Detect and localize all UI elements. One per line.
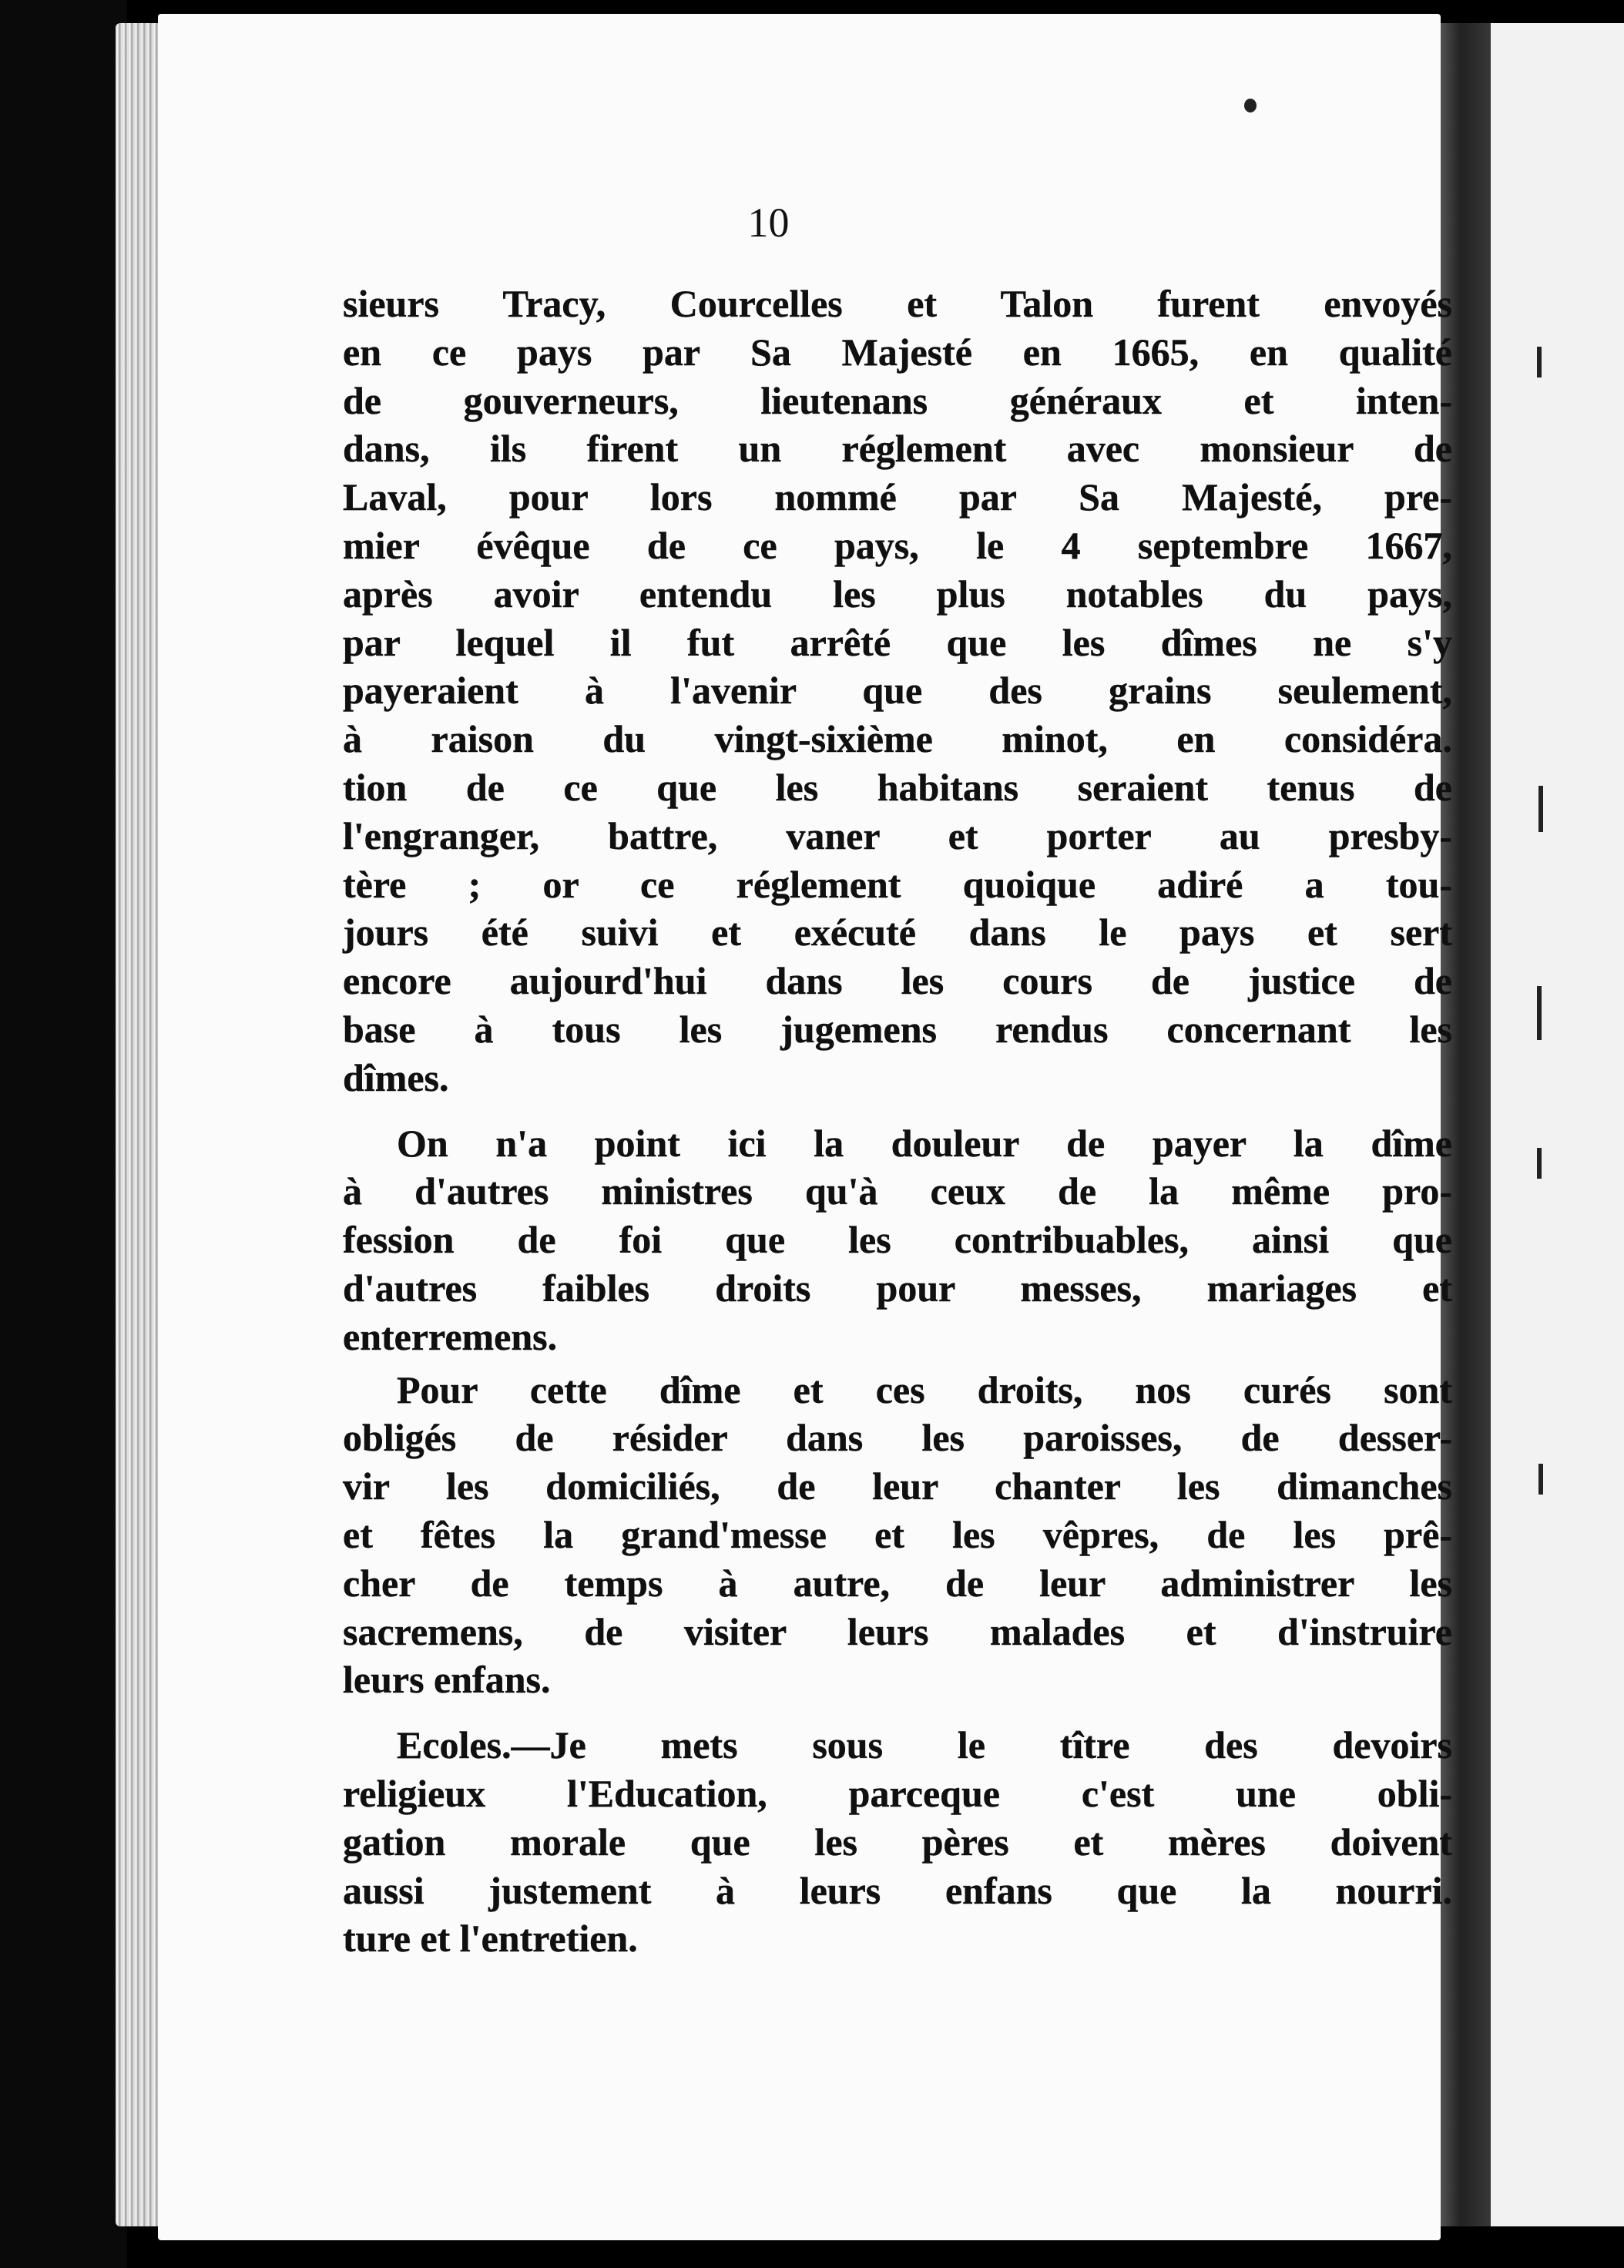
text-line: dans, ils firent un réglement avec monsieur de <box>343 427 1452 471</box>
text-line: de gouverneurs, lieutenans généraux et inten- <box>343 378 1452 422</box>
text-line: religieux l'Education, parceque c'est une obli- <box>343 1771 1452 1815</box>
text-line: à d'autres ministres qu'à ceux de la même pro- <box>343 1169 1452 1213</box>
paragraph <box>343 1119 1452 1361</box>
text-line: tère ; or ce réglement quoique adiré a tou- <box>343 862 1452 906</box>
text-line: mier évêque de ce pays, le 4 septembre 1667, <box>343 523 1452 567</box>
paragraph-gap <box>343 1102 1452 1119</box>
text-line: sacremens, de visiter leurs malades et d'instruire <box>343 1609 1452 1653</box>
facing-page-mark <box>1537 347 1542 377</box>
text-line: en ce pays par Sa Majesté en 1665, en qualité <box>343 330 1452 374</box>
paragraph <box>343 280 1452 1102</box>
text-line: vir les domiciliés, de leur chanter les dimanches <box>343 1464 1452 1508</box>
text-line: tion de ce que les habitans seraient tenus de <box>343 765 1452 809</box>
scan-left-margin <box>0 0 127 2268</box>
text-line: Ecoles.—Je mets sous le tître des devoirs <box>397 1723 1452 1767</box>
facing-page-mark <box>1537 1148 1542 1179</box>
text-line: d'autres faibles droits pour messes, mariages et <box>343 1266 1452 1310</box>
text-line: base à tous les jugemens rendus concernant les <box>343 1007 1452 1051</box>
ink-spot <box>1244 99 1257 112</box>
text-line: fession de foi que les contribuables, ainsi que <box>343 1218 1452 1262</box>
facing-page-mark <box>1538 1464 1543 1495</box>
text-line: à raison du vingt-sixième minot, en considéra. <box>343 717 1452 761</box>
text-line: et fêtes la grand'messe et les vêpres, de les prê- <box>343 1512 1452 1556</box>
text-line: obligés de résider dans les paroisses, de desser- <box>343 1416 1452 1460</box>
facing-page-mark <box>1537 986 1542 1040</box>
text-line: l'engranger, battre, vaner et porter au presby- <box>343 814 1452 857</box>
facing-page-mark <box>1538 786 1543 832</box>
text-line: jours été suivi et exécuté dans le pays et sert <box>343 911 1452 955</box>
text-line: Laval, pour lors nommé par Sa Majesté, pre- <box>343 475 1452 519</box>
text-line: enterremens. <box>343 1314 558 1358</box>
text-line: après avoir entendu les plus notables du pays, <box>343 572 1452 616</box>
text-line: dîmes. <box>343 1055 449 1099</box>
text-line: ture et l'entretien. <box>343 1917 638 1961</box>
text-line: Pour cette dîme et ces droits, nos curés sont <box>397 1367 1452 1411</box>
text-line: par lequel il fut arrêté que les dîmes ne s'y <box>343 620 1452 664</box>
paragraph <box>343 1721 1452 1963</box>
page-number: 10 <box>747 200 790 246</box>
text-line: leurs enfans. <box>343 1658 551 1702</box>
facing-page-edge <box>1491 23 1624 2226</box>
text-line: cher de temps à autre, de leur administrer les <box>343 1561 1452 1605</box>
text-line: sieurs Tracy, Courcelles et Talon furent envoyés <box>343 282 1452 325</box>
page-body-text <box>343 280 1452 1963</box>
paragraph-gap <box>343 1704 1452 1721</box>
book-page <box>158 14 1452 2240</box>
text-line: encore aujourd'hui dans les cours de justice de <box>343 959 1452 1003</box>
text-line: aussi justement à leurs enfans que la nourri. <box>343 1868 1452 1912</box>
paragraph <box>343 1366 1452 1705</box>
text-line: payeraient à l'avenir que des grains seulement, <box>343 669 1452 713</box>
text-line: gation morale que les pères et mères doivent <box>343 1820 1452 1864</box>
text-line: On n'a point ici la douleur de payer la dîme <box>397 1121 1452 1165</box>
